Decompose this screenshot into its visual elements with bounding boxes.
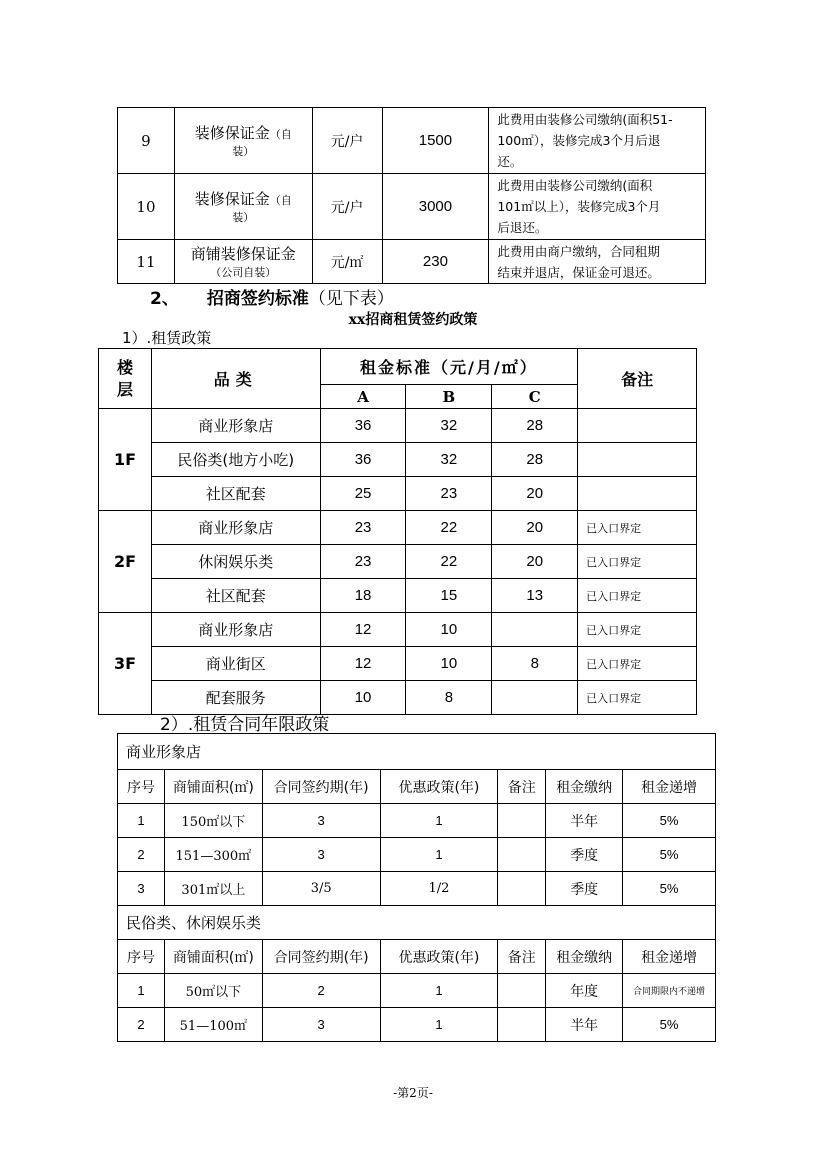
rent-b: 23 xyxy=(406,477,492,511)
term: 2 xyxy=(262,974,380,1008)
term-table xyxy=(117,733,716,1042)
area: 50㎡以下 xyxy=(164,974,262,1008)
table-row xyxy=(99,647,697,681)
area: 51—100㎡ xyxy=(164,1008,262,1042)
header-discount: 优惠政策(年) xyxy=(380,940,498,974)
rent-c: 20 xyxy=(492,477,578,511)
header-grade-b: B xyxy=(406,385,492,409)
header-rent-standard: 租金标准（元/月/㎡） xyxy=(320,349,578,385)
rent-c: 8 xyxy=(492,647,578,681)
table-row xyxy=(118,804,716,838)
deposit-item xyxy=(174,108,312,174)
item-note-2: 装） xyxy=(232,211,255,224)
unit: 元/户 xyxy=(312,174,382,240)
table-row xyxy=(99,545,697,579)
rent-b: 10 xyxy=(406,613,492,647)
note-line: 后退还。 xyxy=(497,220,548,235)
remark xyxy=(578,409,697,443)
category: 休闲娱乐类 xyxy=(151,545,320,579)
table-row xyxy=(99,511,697,545)
category: 社区配套 xyxy=(151,477,320,511)
header-area: 商铺面积(㎡) xyxy=(164,770,262,804)
header-term: 合同签约期(年) xyxy=(262,940,380,974)
rent-a: 36 xyxy=(320,443,406,477)
area: 150㎡以下 xyxy=(164,804,262,838)
increase: 5% xyxy=(623,1008,716,1042)
item-name: 商铺装修保证金 xyxy=(190,245,296,263)
rent-c xyxy=(492,613,578,647)
payment: 年度 xyxy=(546,974,623,1008)
item-note-2: 装） xyxy=(232,145,255,158)
row-no: 1 xyxy=(118,974,165,1008)
category: 配套服务 xyxy=(151,681,320,715)
category: 商业形象店 xyxy=(151,409,320,443)
row-no: 3 xyxy=(118,872,165,906)
row-number: 11 xyxy=(118,240,175,284)
note-line: 此费用由装修公司缴纳(面积 xyxy=(497,178,653,193)
group-title-row xyxy=(118,906,716,940)
term: 3/5 xyxy=(262,872,380,906)
group-title: 商业形象店 xyxy=(118,734,716,770)
discount: 1 xyxy=(380,838,498,872)
discount: 1 xyxy=(380,1008,498,1042)
header-increase: 租金递增 xyxy=(623,940,716,974)
remark xyxy=(498,872,546,906)
section-heading xyxy=(150,284,394,309)
table-header-row xyxy=(99,349,697,385)
increase: 5% xyxy=(623,838,716,872)
rent-b: 22 xyxy=(406,545,492,579)
rent-c: 13 xyxy=(492,579,578,613)
amount: 3000 xyxy=(382,174,489,240)
rent-b: 32 xyxy=(406,443,492,477)
remark: 已入口界定 xyxy=(578,613,697,647)
rent-a: 18 xyxy=(320,579,406,613)
header-grade-a: A xyxy=(320,385,406,409)
floor-label: 3F xyxy=(99,613,152,715)
note-line: 还。 xyxy=(497,154,523,169)
deposit-item xyxy=(174,174,312,240)
rent-b: 15 xyxy=(406,579,492,613)
group-title: 民俗类、休闲娱乐类 xyxy=(118,906,716,940)
unit: 元/㎡ xyxy=(312,240,382,284)
area: 151—300㎡ xyxy=(164,838,262,872)
subsection-contract-term: 2）.租赁合同年限政策 xyxy=(160,715,330,735)
rent-c: 28 xyxy=(492,409,578,443)
row-no: 2 xyxy=(118,1008,165,1042)
remark: 已入口界定 xyxy=(578,681,697,715)
rent-a: 12 xyxy=(320,613,406,647)
rent-b: 32 xyxy=(406,409,492,443)
payment: 半年 xyxy=(546,1008,623,1042)
rent-a: 23 xyxy=(320,511,406,545)
header-term: 合同签约期(年) xyxy=(262,770,380,804)
rent-c: 20 xyxy=(492,545,578,579)
header-remark: 备注 xyxy=(498,770,546,804)
rent-a: 23 xyxy=(320,545,406,579)
table-row xyxy=(118,974,716,1008)
note-line: 此费用由装修公司缴纳(面积51- xyxy=(497,112,673,127)
table-header-row xyxy=(118,770,716,804)
deposit-note xyxy=(489,108,706,174)
table-row xyxy=(118,108,706,174)
row-no: 2 xyxy=(118,838,165,872)
deposit-note xyxy=(489,174,706,240)
header-floor xyxy=(99,349,152,409)
floor-label: 2F xyxy=(99,511,152,613)
remark xyxy=(578,477,697,511)
remark xyxy=(498,838,546,872)
item-name: 装修保证金 xyxy=(194,124,270,142)
amount: 230 xyxy=(382,240,489,284)
floor-label: 1F xyxy=(99,409,152,511)
table-row xyxy=(118,1008,716,1042)
item-note: （自 xyxy=(269,194,292,207)
remark xyxy=(498,804,546,838)
rent-b: 8 xyxy=(406,681,492,715)
row-number: 9 xyxy=(118,108,175,174)
amount: 1500 xyxy=(382,108,489,174)
note-line: 结束并退店，保证金可退还。 xyxy=(497,264,660,280)
deposit-table xyxy=(117,107,706,284)
section-paren: （见下表） xyxy=(308,289,394,309)
section-title: 招商签约标准 xyxy=(206,289,309,309)
rent-a: 25 xyxy=(320,477,406,511)
group-title-row xyxy=(118,734,716,770)
payment: 半年 xyxy=(546,804,623,838)
header-payment: 租金缴纳 xyxy=(546,770,623,804)
rent-a: 10 xyxy=(320,681,406,715)
deposit-note xyxy=(489,240,706,284)
header-discount: 优惠政策(年) xyxy=(380,770,498,804)
row-number: 10 xyxy=(118,174,175,240)
unit: 元/户 xyxy=(312,108,382,174)
table-header-row xyxy=(118,940,716,974)
rent-c: 28 xyxy=(492,443,578,477)
table-row xyxy=(118,174,706,240)
header-floor-text: 楼层 xyxy=(116,357,133,399)
remark xyxy=(578,443,697,477)
note-line: 101㎡以上），装修完成3个月 xyxy=(497,199,661,214)
term: 3 xyxy=(262,1008,380,1042)
table-row xyxy=(99,579,697,613)
table-row xyxy=(118,838,716,872)
deposit-item xyxy=(174,240,312,284)
discount: 1 xyxy=(380,974,498,1008)
category: 商业形象店 xyxy=(151,511,320,545)
table-row xyxy=(118,240,706,284)
table-row xyxy=(99,477,697,511)
rent-a: 12 xyxy=(320,647,406,681)
term: 3 xyxy=(262,838,380,872)
header-no: 序号 xyxy=(118,940,165,974)
row-no: 1 xyxy=(118,804,165,838)
remark: 已入口界定 xyxy=(578,647,697,681)
term: 3 xyxy=(262,804,380,838)
rent-a: 36 xyxy=(320,409,406,443)
remark xyxy=(498,1008,546,1042)
item-note: （自 xyxy=(269,128,292,141)
remark: 已入口界定 xyxy=(578,579,697,613)
table-row xyxy=(118,872,716,906)
remark: 已入口界定 xyxy=(578,545,697,579)
category: 社区配套 xyxy=(151,579,320,613)
rent-b: 10 xyxy=(406,647,492,681)
item-name: 装修保证金 xyxy=(194,190,270,208)
rent-c: 20 xyxy=(492,511,578,545)
payment: 季度 xyxy=(546,872,623,906)
table-row xyxy=(99,613,697,647)
category: 商业形象店 xyxy=(151,613,320,647)
header-area: 商铺面积(㎡) xyxy=(164,940,262,974)
rent-table xyxy=(98,348,697,715)
increase: 5% xyxy=(623,804,716,838)
note-line: 100㎡），装修完成3个月后退 xyxy=(497,133,661,148)
note-line: 此费用由商户缴纳，合同租期 xyxy=(497,243,660,259)
remark xyxy=(498,974,546,1008)
subsection-rent-policy: 1）.租赁政策 xyxy=(122,329,212,347)
item-note-2: （公司自装） xyxy=(210,266,277,279)
header-grade-c: C xyxy=(492,385,578,409)
discount: 1 xyxy=(380,804,498,838)
header-remark: 备注 xyxy=(578,349,697,409)
header-category: 品类 xyxy=(151,349,320,409)
increase: 5% xyxy=(623,872,716,906)
increase: 合同期限内不递增 xyxy=(623,974,716,1008)
header-remark: 备注 xyxy=(498,940,546,974)
rent-c xyxy=(492,681,578,715)
section-number: 2、 xyxy=(150,289,179,309)
policy-title: xx招商租赁签约政策 xyxy=(348,312,478,328)
category: 商业街区 xyxy=(151,647,320,681)
rent-b: 22 xyxy=(406,511,492,545)
category: 民俗类(地方小吃) xyxy=(151,443,320,477)
table-row xyxy=(99,409,697,443)
header-no: 序号 xyxy=(118,770,165,804)
discount: 1/2 xyxy=(380,872,498,906)
header-payment: 租金缴纳 xyxy=(546,940,623,974)
area: 301㎡以上 xyxy=(164,872,262,906)
table-row xyxy=(99,443,697,477)
remark: 已入口界定 xyxy=(578,511,697,545)
header-increase: 租金递增 xyxy=(623,770,716,804)
page-footer: -第2页- xyxy=(393,1086,433,1100)
payment: 季度 xyxy=(546,838,623,872)
